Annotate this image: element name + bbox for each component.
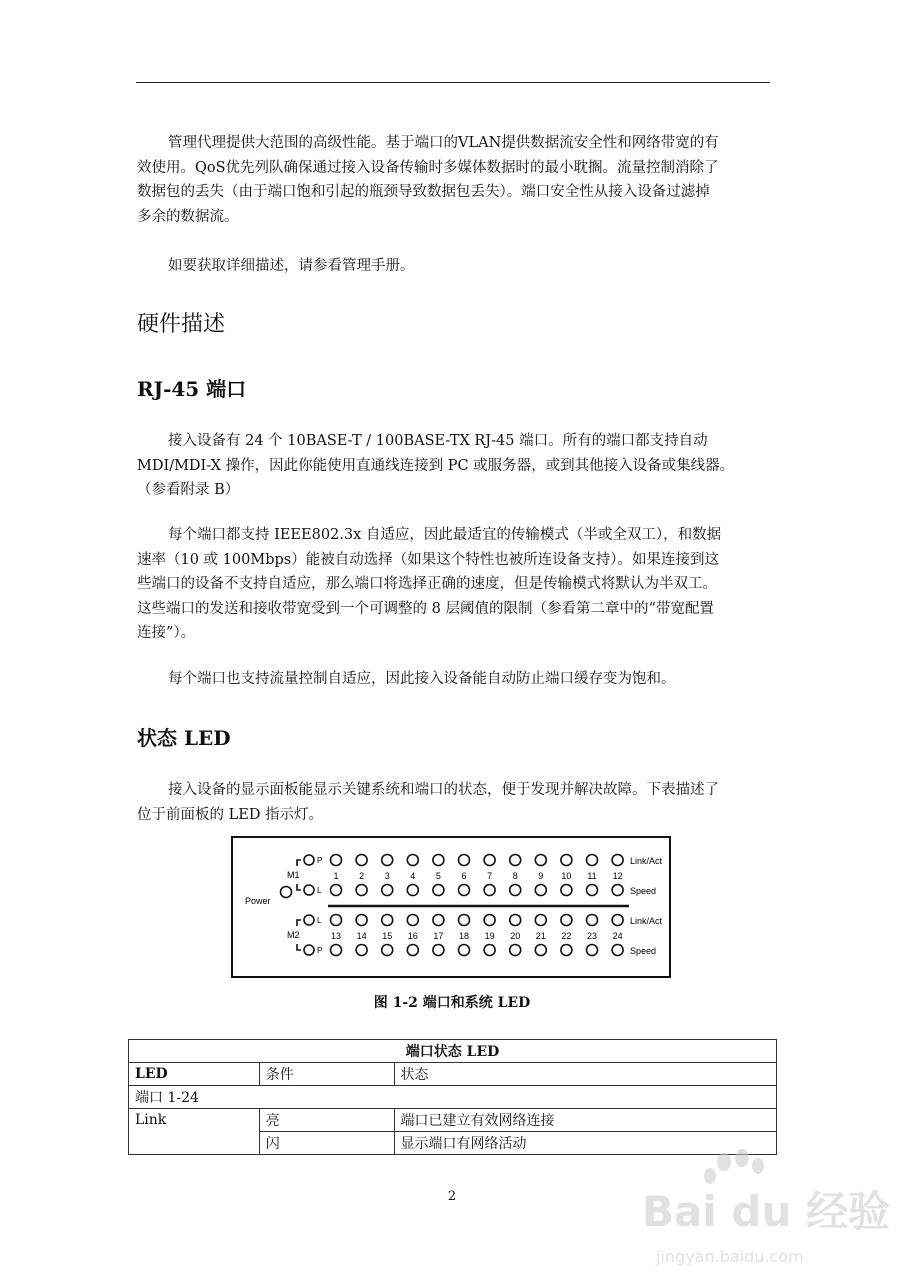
table-row: [129, 1109, 777, 1132]
link-act-label-top: Link/Act: [630, 856, 663, 866]
m2-l-label: L: [317, 916, 322, 925]
baidu-jingyan-watermark: [636, 1148, 896, 1276]
port-number-label: 19: [484, 931, 495, 941]
heading-hardware-description: 硬件描述: [137, 312, 226, 337]
port-number-label: 24: [612, 931, 623, 941]
table-cell-status: 端口已建立有效网络连接: [394, 1109, 776, 1132]
paragraph-line: 位于前面板的 LED 指示灯。: [137, 806, 324, 823]
port-status-led-table: [128, 1039, 777, 1155]
power-label: Power: [245, 896, 271, 906]
table-header-status: 状态: [394, 1063, 776, 1086]
paragraph-flow-control: [137, 667, 771, 692]
port-number-label: 20: [510, 931, 521, 941]
link-act-label-bottom: Link/Act: [630, 916, 663, 926]
figure-caption: 图 1-2 端口和系统 LED: [373, 995, 531, 1011]
paragraph-autonegotiation: [137, 523, 771, 646]
port-number-label: 7: [487, 871, 493, 881]
table-title-row: [129, 1040, 777, 1063]
table-header-led: LED: [129, 1063, 260, 1086]
table-cell-status: 显示端口有网络活动: [394, 1132, 776, 1155]
table-cell-condition: 闪: [259, 1132, 394, 1155]
port-number-label: 9: [538, 871, 544, 881]
paragraph-line: 效使用。QoS优先列队确保通过接入设备传输时多媒体数据时的最小耽搁。流量控制消除了: [137, 159, 719, 176]
speed-label-bottom: Speed: [630, 946, 657, 956]
paragraph-line: 多余的数据流。: [137, 208, 239, 225]
m1-label: M1: [287, 870, 300, 880]
table-group-row: [129, 1086, 777, 1109]
port-number-label: 12: [612, 871, 623, 881]
page-number: 2: [447, 1189, 457, 1204]
port-number-label: 8: [512, 871, 518, 881]
port-number-label: 4: [410, 871, 416, 881]
port-number-label: 1: [333, 871, 339, 881]
port-number-label: 11: [587, 871, 597, 881]
led-front-panel-figure: [231, 836, 671, 978]
paragraph-line: 数据包的丢失（由于端口饱和引起的瓶颈导致数据包丢失）。端口安全性从接入设备过滤掉: [137, 184, 710, 200]
port-number-label: 16: [407, 931, 418, 941]
table-header-condition: 条件: [259, 1063, 394, 1086]
paragraph-line: 这些端口的发送和接收带宽受到一个可调整的 8 层阈值的限制（参看第二章中的“带宽配置: [137, 600, 714, 617]
watermark-brand: Bai du 经验: [642, 1187, 890, 1236]
port-number-label: 17: [433, 931, 444, 941]
heading-rj45-ports: RJ-45 端口: [137, 377, 247, 401]
port-number-label: 10: [561, 871, 572, 881]
port-number-label: 23: [586, 931, 598, 941]
paragraph-line: MDI/MDI-X 操作，因此你能使用直通线连接到 PC 或服务器，或到其他接入设备或集线器。: [137, 457, 735, 474]
watermark-url: jingyan.baidu.com: [656, 1247, 804, 1266]
table-group-label: 端口 1-24: [129, 1086, 777, 1109]
port-number-label: 18: [458, 931, 470, 941]
paragraph-line: 管理代理提供大范围的高级性能。基于端口的VLAN提供数据流安全性和网络带宽的有: [168, 135, 719, 151]
port-number-label: 6: [461, 871, 467, 881]
table-cell-led: Link: [129, 1109, 260, 1155]
port-number-label: 15: [382, 931, 393, 941]
m2-p-label: P: [317, 946, 323, 955]
m1-p-label: P: [317, 856, 323, 865]
baidu-paw-icon: [704, 1149, 764, 1184]
paragraph-line: 接入设备的显示面板能显示关键系统和端口的状态，便于发现并解决故障。下表描述了: [168, 782, 719, 798]
paragraph-line: 每个端口也支持流量控制自适应，因此接入设备能自动防止端口缓存变为饱和。: [168, 671, 676, 687]
port-number-label: 14: [356, 931, 367, 941]
table-title: 端口状态 LED: [129, 1040, 777, 1063]
port-number-label: 2: [359, 871, 365, 881]
table-header-row: [129, 1063, 777, 1086]
port-number-label: 21: [535, 931, 546, 941]
paragraph-led-intro: [137, 778, 771, 827]
speed-label-top: Speed: [630, 886, 657, 896]
port-number-label: 13: [330, 931, 342, 941]
paragraph-rj45-description: [137, 429, 771, 503]
paragraph-line: 连接”）。: [137, 625, 196, 641]
heading-status-led: 状态 LED: [137, 726, 231, 750]
m1-l-label: L: [317, 886, 322, 895]
port-number-label: 3: [384, 871, 390, 881]
paragraph-management-agent: [137, 131, 771, 229]
paragraph-line: 每个端口都支持 IEEE802.3x 自适应，因此最适宜的传输模式（半或全双工），和数据: [168, 527, 722, 543]
m2-label: M2: [287, 930, 300, 940]
paragraph-line: 些端口的设备不支持自适应，那么端口将选择正确的速度，但是传输模式将默认为半双工。: [137, 576, 717, 592]
paragraph-line: 速率（10 或 100Mbps）能被自动选择（如果这个特性也被所连设备支持）。如果连接到这: [137, 551, 719, 568]
paragraph-see-manual: [137, 254, 771, 279]
port-number-label: 22: [561, 931, 572, 941]
paragraph-line: 接入设备有 24 个 10BASE-T / 100BASE-TX RJ-45 端口。所有的端口都支持自动: [168, 433, 708, 449]
paragraph-line: （参看附录 B）: [137, 482, 240, 498]
table-cell-condition: 亮: [259, 1109, 394, 1132]
port-number-label: 5: [435, 871, 441, 881]
header-rule: [136, 82, 770, 83]
paragraph-line: 如要获取详细描述，请参看管理手册。: [168, 258, 415, 274]
